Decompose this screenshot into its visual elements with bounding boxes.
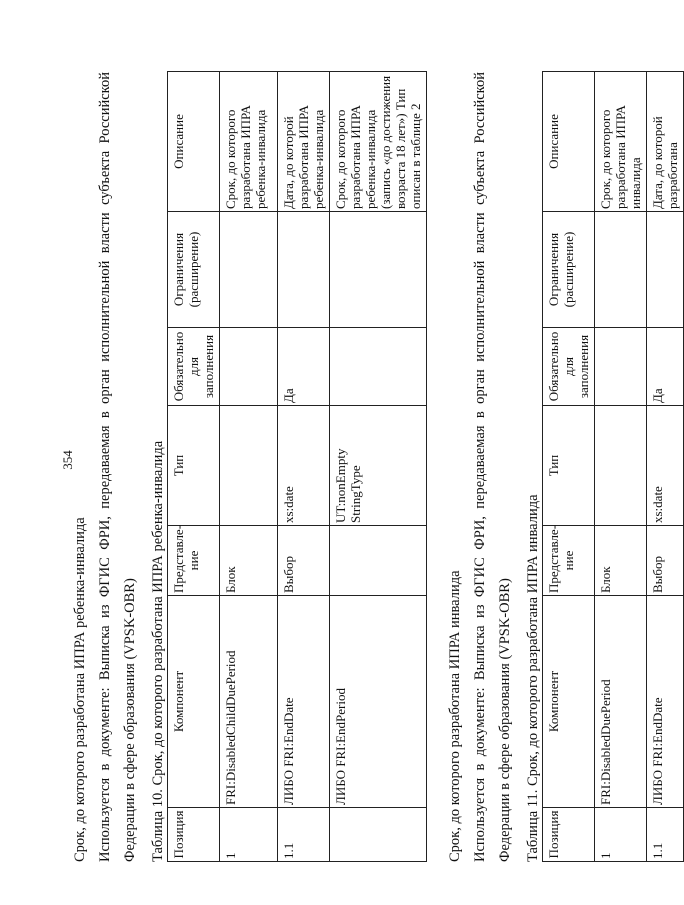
header-required: Обязательно для заполнения [168, 328, 220, 406]
table10-header-row [168, 72, 220, 862]
cell [595, 406, 647, 526]
table-row [220, 72, 278, 862]
table11-header-row [543, 72, 595, 862]
cell [220, 406, 278, 526]
header-component: Компонент [543, 596, 595, 808]
header-restrictions: Ограничения (расширение) [543, 212, 595, 328]
cell: 1 [220, 808, 278, 862]
header-description: Описание [543, 72, 595, 212]
cell: Блок [220, 526, 278, 596]
page-content [68, 72, 684, 862]
table10 [167, 71, 427, 862]
cell [278, 212, 330, 328]
table10-caption: Таблица 10. Срок, до которого разработана ИПРА ребенка-инвалида [150, 440, 166, 862]
cell: Выбор [647, 526, 684, 596]
header-position: Позиция [543, 808, 595, 862]
table11 [542, 71, 684, 862]
cell [220, 328, 278, 406]
header-type: Тип [168, 406, 220, 526]
cell: FRI:DisabledDuePeriod [595, 596, 647, 808]
section1-usage-line2: Федерации в сфере образования (VPSK-OBR) [122, 578, 138, 862]
cell: ЛИБО FRI:EndPeriod [330, 596, 427, 808]
cell: Да [278, 328, 330, 406]
header-representation: Представле-ние [168, 526, 220, 596]
table11-caption: Таблица 11. Срок, до которого разработана ИПРА инвалида [525, 494, 541, 862]
cell: ЛИБО FRI:EndDate [647, 596, 684, 808]
cell: Дата, до которой разработана ИПРА ребенка-инвалида [278, 72, 330, 212]
cell: Выбор [278, 526, 330, 596]
table-row [330, 72, 427, 862]
section2-usage-line2: Федерации в сфере образования (VPSK-OBR) [497, 578, 513, 862]
cell: 1 [595, 808, 647, 862]
cell [330, 526, 427, 596]
header-required: Обязательно для заполнения [543, 328, 595, 406]
cell: Срок, до которого разработана ИПРА ребенка-инвалида (запись «до достижения возраста 18 лет») Тип описан в таблице 2 [330, 72, 427, 212]
cell: 1.1 [647, 808, 684, 862]
cell: xs:date [647, 406, 684, 526]
section2-heading: Срок, до которого разработана ИПРА инвалида [447, 570, 463, 862]
table-row [278, 72, 330, 862]
table-row [595, 72, 647, 862]
cell: FRI:DisabledChildDuePeriod [220, 596, 278, 808]
cell: Блок [595, 526, 647, 596]
cell: UT:nonEmpty StringType [330, 406, 427, 526]
section1-heading: Срок, до которого разработана ИПРА ребенка-инвалида [72, 517, 88, 862]
cell [330, 212, 427, 328]
cell: ЛИБО FRI:EndDate [278, 596, 330, 808]
cell: Дата, до которой разработана [647, 72, 684, 212]
section1-usage-line1: Используется в документе: Выписка из ФГИС ФРИ, передаваемая в орган исполнительной власти субъекта Российской [97, 72, 113, 862]
cell [220, 212, 278, 328]
cell: Да [647, 328, 684, 406]
header-type: Тип [543, 406, 595, 526]
cell: xs:date [278, 406, 330, 526]
rotated-page [68, 62, 680, 862]
header-position: Позиция [168, 808, 220, 862]
cell: Срок, до которого разработана ИПРА инвалида [595, 72, 647, 212]
cell: 1.1 [278, 808, 330, 862]
header-component: Компонент [168, 596, 220, 808]
cell [647, 212, 684, 328]
cell [330, 328, 427, 406]
page-number: 354 [60, 450, 75, 470]
header-description: Описание [168, 72, 220, 212]
header-representation: Представле-ние [543, 526, 595, 596]
cell [595, 328, 647, 406]
cell: Срок, до которого разработана ИПРА ребенка-инвалида [220, 72, 278, 212]
table-row [647, 72, 684, 862]
cell [595, 212, 647, 328]
header-restrictions: Ограничения (расширение) [168, 212, 220, 328]
cell [330, 808, 427, 862]
section2-usage-line1: Используется в документе: Выписка из ФГИС ФРИ, передаваемая в орган исполнительной власти субъекта Российской [472, 72, 488, 862]
